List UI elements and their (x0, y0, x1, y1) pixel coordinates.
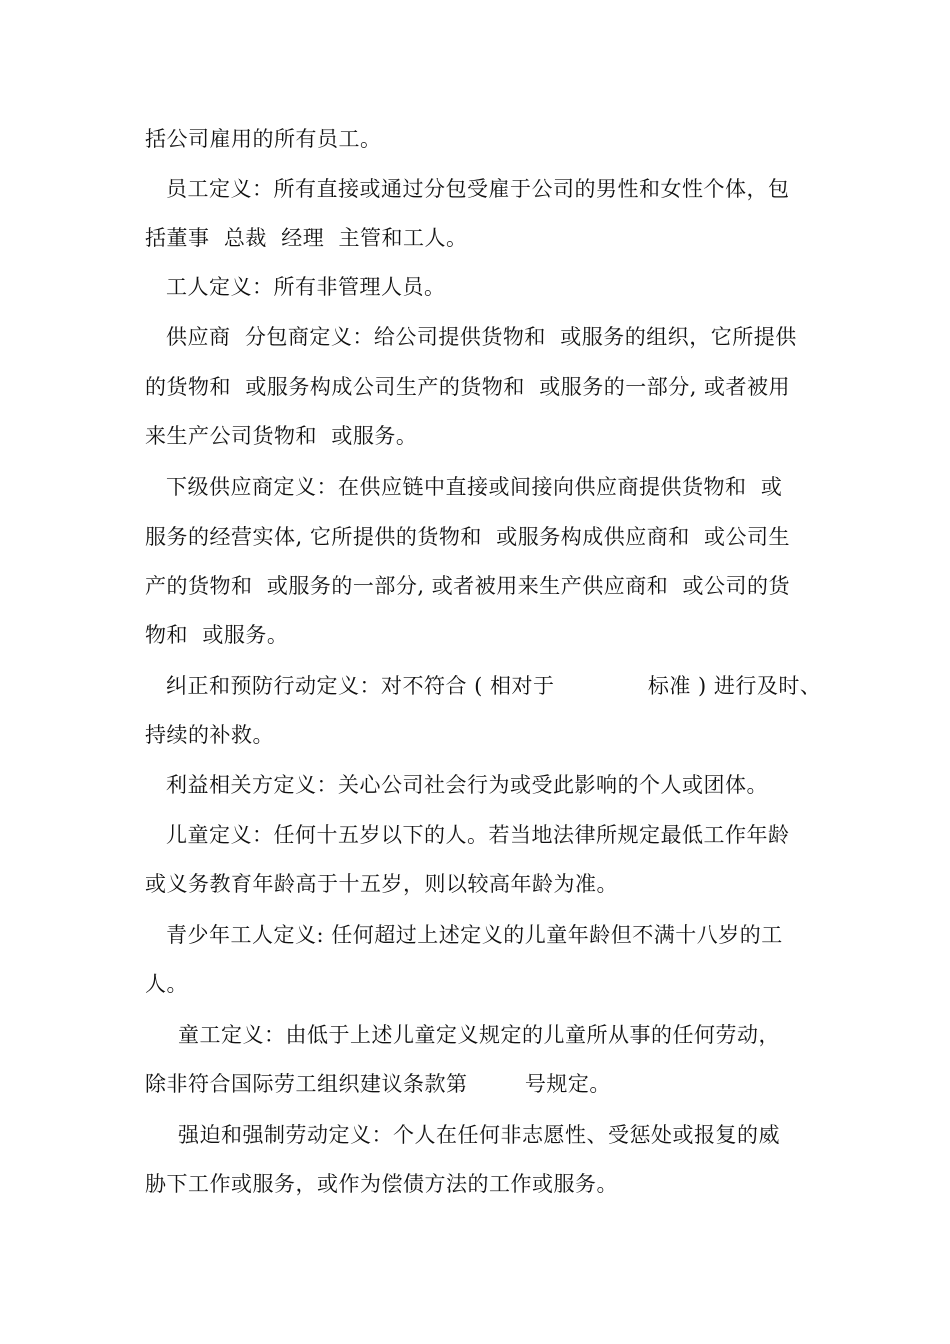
text-line: 纠正和预防行动定义：对不符合 ( 相对于 标准 ) 进行及时、 (166, 674, 822, 698)
text-line: 的货物和 或服务构成公司生产的货物和 或服务的一部分, 或者被用 (145, 375, 791, 399)
text-line: 工人定义：所有非管理人员。 (166, 275, 446, 299)
text-line: 除非符合国际劳工组织建议条款第 号规定。 (145, 1072, 611, 1096)
text-line: 童工定义：由低于上述儿童定义规定的儿童所从事的任何劳动， (178, 1023, 780, 1047)
text-line: 持续的补救。 (145, 723, 274, 747)
text-line: 强迫和强制劳动定义：个人在任何非志愿性、受惩处或报复的威 (178, 1123, 780, 1147)
text-line: 胁下工作或服务，或作为偿债方法的工作或服务。 (145, 1172, 618, 1196)
text-line: 青少年工人定义: 任何超过上述定义的儿童年龄但不满十八岁的工 (166, 923, 783, 947)
text-line: 利益相关方定义：关心公司社会行为或受此影响的个人或团体。 (166, 773, 768, 797)
text-line: 物和 或服务。 (145, 623, 289, 647)
text-line: 来生产公司货物和 或服务。 (145, 424, 418, 448)
text-line: 括公司雇用的所有员工。 (145, 127, 382, 151)
text-line: 下级供应商定义：在供应链中直接或间接向供应商提供货物和 或 (166, 475, 783, 499)
text-line: 服务的经营实体, 它所提供的货物和 或服务构成供应商和 或公司生 (145, 525, 791, 549)
text-line: 供应商 分包商定义：给公司提供货物和 或服务的组织，它所提供 (166, 325, 797, 349)
text-line: 人。 (145, 972, 188, 996)
text-line: 员工定义：所有直接或通过分包受雇于公司的男性和女性个体，包 (166, 177, 790, 201)
text-line: 儿童定义：任何十五岁以下的人。若当地法律所规定最低工作年龄 (166, 823, 790, 847)
text-line: 或义务教育年龄高于十五岁，则以较高年龄为准。 (145, 872, 618, 896)
text-line: 括董事 总裁 经理 主管和工人。 (145, 226, 468, 250)
text-line: 产的货物和 或服务的一部分, 或者被用来生产供应商和 或公司的货 (145, 574, 791, 598)
